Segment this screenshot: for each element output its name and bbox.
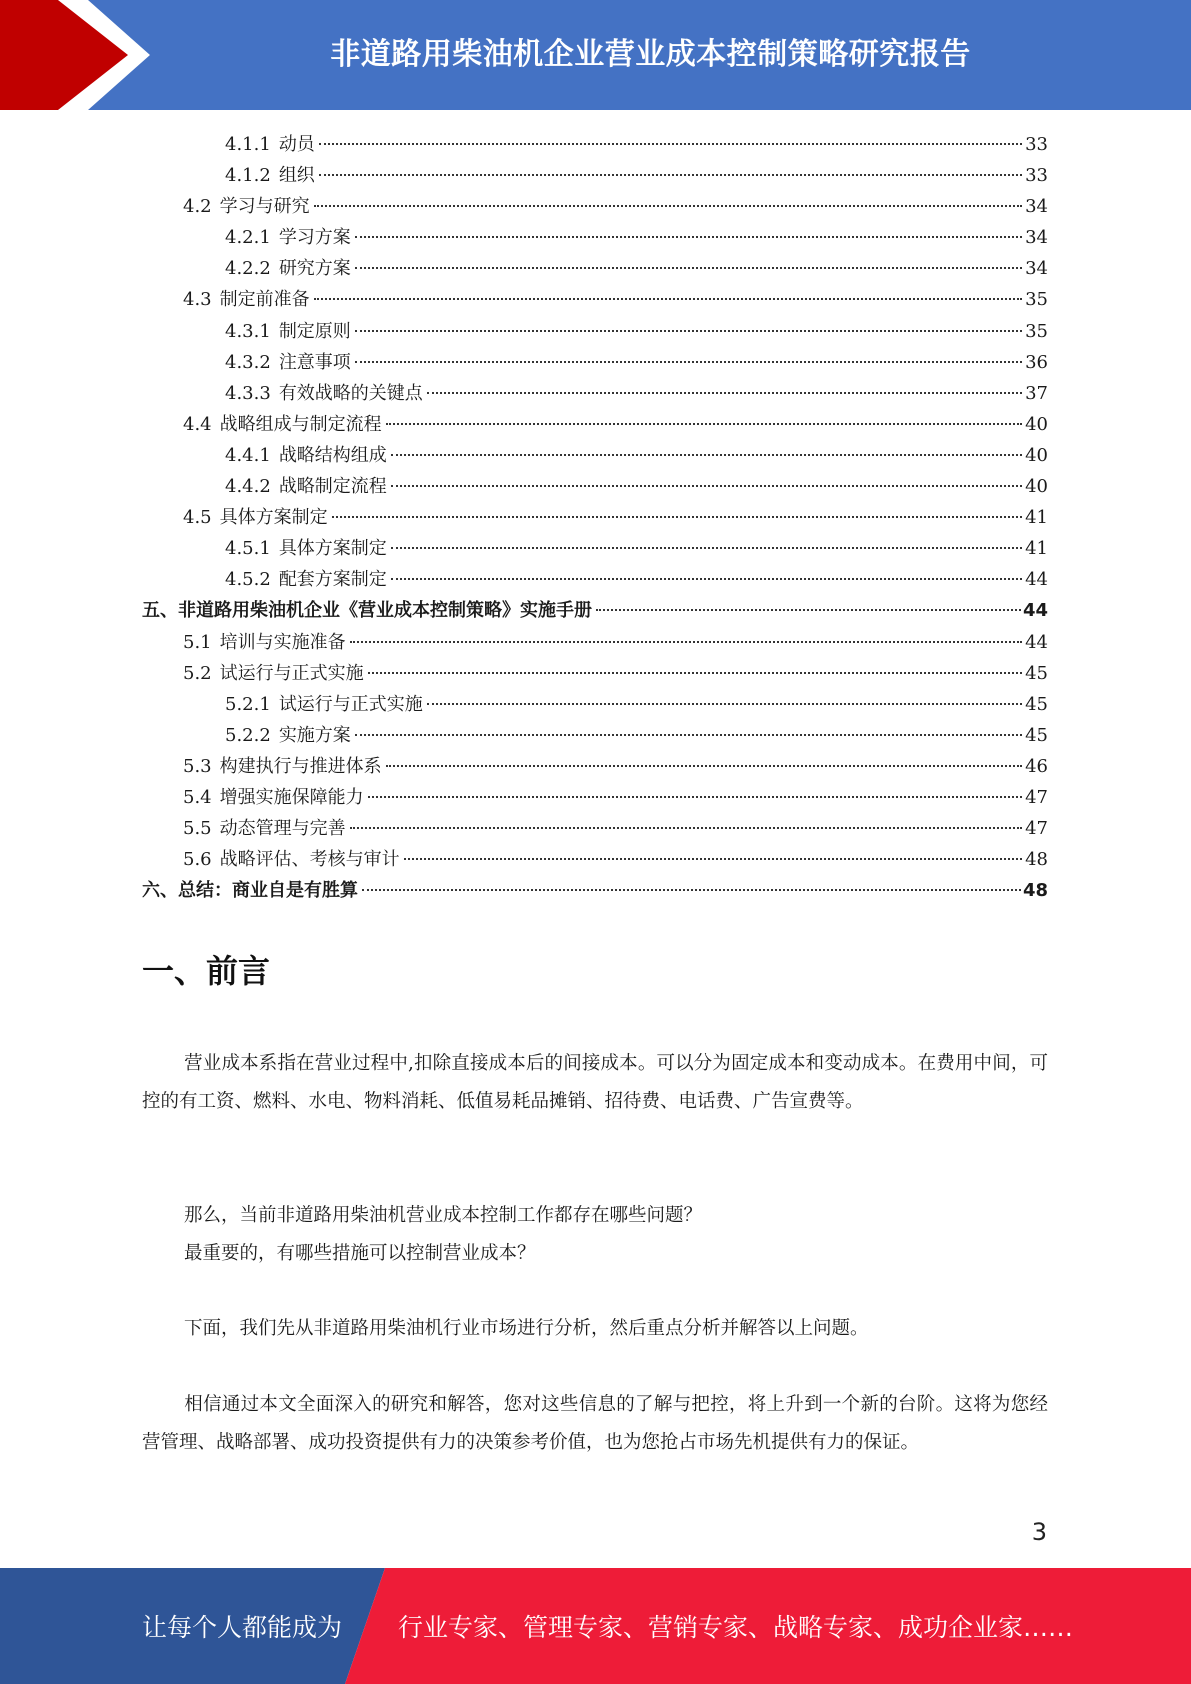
toc-entry-title: 试运行与正式实施 (219, 662, 364, 684)
toc-entry-number: 4.1.2 (225, 165, 271, 187)
table-of-contents (142, 129, 1048, 906)
header-title: 非道路用柴油机企业营业成本控制策略研究报告 (330, 37, 971, 72)
section-title: 一、前言 (142, 952, 271, 990)
toc-entry-title: 学习方案 (278, 227, 351, 249)
toc-entry[interactable] (142, 564, 1048, 595)
toc-entry-page: 47 (1025, 786, 1048, 808)
toc-entry[interactable] (142, 844, 1048, 875)
toc-entry[interactable] (142, 627, 1048, 658)
toc-entry-page: 47 (1025, 818, 1048, 840)
toc-entry-title: 动员 (278, 134, 315, 155)
toc-entry-title: 研究方案 (278, 258, 351, 280)
toc-dot-leader (355, 733, 1022, 736)
toc-entry-page: 45 (1025, 662, 1048, 684)
toc-dot-leader (355, 360, 1022, 363)
toc-entry-page: 45 (1025, 693, 1048, 715)
toc-entry-title: 实施方案 (278, 724, 351, 746)
toc-entry-number: 六、 (142, 880, 178, 902)
toc-entry-title: 总结：商业自是有胜算 (178, 880, 358, 902)
toc-dot-leader (386, 422, 1022, 425)
toc-entry-title: 制定前准备 (219, 289, 310, 311)
toc-entry[interactable] (142, 751, 1048, 782)
toc-entry-title: 战略组成与制定流程 (219, 413, 382, 435)
toc-entry-number: 4.3.1 (225, 320, 271, 342)
paragraph-text: 最重要的，有哪些措施可以控制营业成本？ (184, 1243, 536, 1264)
toc-dot-leader (314, 204, 1022, 207)
toc-entry-page: 48 (1025, 849, 1048, 871)
toc-entry[interactable] (142, 316, 1048, 347)
toc-entry[interactable] (142, 129, 1048, 160)
toc-entry[interactable] (142, 533, 1048, 564)
toc-entry[interactable] (142, 347, 1048, 378)
toc-entry-title: 战略评估、考核与审计 (219, 849, 400, 871)
footer-slogan-left: 让每个人都能成为 (142, 1613, 343, 1642)
toc-entry-page: 41 (1025, 538, 1048, 560)
toc-entry-number: 5.6 (183, 849, 212, 871)
toc-entry-number: 4.5.1 (225, 538, 271, 560)
toc-entry-number: 4.5 (183, 507, 212, 529)
toc-dot-leader (404, 857, 1022, 860)
toc-entry-number: 5.2.1 (225, 693, 271, 715)
toc-entry-page: 44 (1025, 631, 1048, 653)
toc-dot-leader (386, 764, 1022, 767)
toc-entry-page: 40 (1025, 444, 1048, 466)
toc-entry[interactable] (142, 875, 1048, 906)
toc-entry[interactable] (142, 160, 1048, 191)
toc-dot-leader (355, 329, 1022, 332)
toc-entry-title: 培训与实施准备 (219, 631, 346, 653)
toc-entry-title: 增强实施保障能力 (219, 786, 364, 808)
footer-banner (0, 1568, 1191, 1684)
toc-entry-page: 41 (1025, 507, 1048, 529)
toc-entry-page: 35 (1025, 289, 1048, 311)
toc-entry-number: 4.4 (183, 413, 212, 435)
toc-entry[interactable] (142, 502, 1048, 533)
toc-dot-leader (350, 640, 1022, 643)
toc-entry-title: 学习与研究 (219, 196, 310, 218)
toc-entry-number: 5.4 (183, 786, 212, 808)
toc-entry[interactable] (142, 595, 1048, 626)
toc-entry-number: 4.2.2 (225, 258, 271, 280)
toc-entry-page: 34 (1025, 196, 1048, 218)
toc-entry[interactable] (142, 440, 1048, 471)
toc-entry-page: 34 (1025, 258, 1048, 280)
toc-dot-leader (355, 235, 1022, 238)
toc-entry-page: 37 (1025, 382, 1048, 404)
paragraph-text: 相信通过本文全面深入的研究和解答，您对这些信息的了解与把控，将上升到一个新的台阶。这将为您经营管理、战略部署、成功投资提供有力的决策参考价值，也为您抢占市场先机提供有力的保证。 (142, 1394, 1048, 1453)
toc-entry-title: 构建执行与推进体系 (219, 755, 382, 777)
toc-entry-number: 5.3 (183, 755, 212, 777)
toc-entry-title: 具体方案制定 (219, 507, 328, 529)
toc-entry[interactable] (142, 471, 1048, 502)
toc-entry[interactable] (142, 782, 1048, 813)
toc-entry-title: 动态管理与完善 (219, 818, 346, 840)
toc-entry-page: 35 (1025, 320, 1048, 342)
toc-entry[interactable] (142, 222, 1048, 253)
toc-entry-page: 40 (1025, 476, 1048, 498)
toc-dot-leader (332, 515, 1022, 518)
toc-entry-number: 4.4.1 (225, 444, 271, 466)
toc-entry-page: 48 (1022, 880, 1048, 902)
toc-dot-leader (391, 453, 1022, 456)
page-number: 3 (1031, 1518, 1047, 1546)
toc-entry[interactable] (142, 409, 1048, 440)
footer-slogan-right: 行业专家、管理专家、营销专家、战略专家、成功企业家…… (398, 1613, 1074, 1642)
toc-entry[interactable] (142, 720, 1048, 751)
toc-entry-number: 4.2.1 (225, 227, 271, 249)
toc-dot-leader (355, 266, 1022, 269)
toc-entry-title: 注意事项 (278, 351, 351, 373)
toc-entry-page: 34 (1025, 227, 1048, 249)
toc-dot-leader (427, 702, 1022, 705)
toc-entry-title: 配套方案制定 (278, 569, 387, 591)
toc-entry-page: 46 (1025, 755, 1048, 777)
toc-entry-number: 4.3.3 (225, 382, 271, 404)
toc-entry[interactable] (142, 689, 1048, 720)
paragraph-analysis (142, 1310, 1048, 1348)
toc-dot-leader (314, 297, 1022, 300)
toc-entry-number: 4.2 (183, 196, 212, 218)
toc-entry-title: 制定原则 (278, 320, 351, 342)
toc-entry-number: 4.4.2 (225, 476, 271, 498)
toc-entry-number: 4.3.2 (225, 351, 271, 373)
toc-entry-title: 战略结构组成 (278, 444, 387, 466)
toc-entry-title: 非道路用柴油机企业《营业成本控制策略》实施手册 (178, 600, 592, 622)
toc-entry-number: 5.5 (183, 818, 212, 840)
toc-entry-number: 五、 (142, 600, 178, 622)
toc-entry-title: 具体方案制定 (278, 538, 387, 560)
toc-entry-page: 45 (1025, 724, 1048, 746)
toc-entry[interactable] (142, 191, 1048, 222)
toc-entry[interactable] (142, 658, 1048, 689)
paragraph-question-1 (142, 1197, 1048, 1235)
toc-dot-leader (427, 391, 1022, 394)
toc-dot-leader (368, 671, 1022, 674)
toc-entry-title: 有效战略的关键点 (278, 382, 423, 404)
toc-entry[interactable] (142, 284, 1048, 315)
toc-entry-title: 试运行与正式实施 (278, 693, 423, 715)
toc-dot-leader (319, 173, 1022, 176)
toc-dot-leader (596, 608, 1021, 611)
toc-entry-number: 4.5.2 (225, 569, 271, 591)
toc-entry-page: 33 (1025, 134, 1048, 155)
toc-entry-title: 组织 (278, 165, 315, 187)
toc-entry-page: 33 (1025, 165, 1048, 187)
toc-dot-leader (350, 826, 1022, 829)
toc-dot-leader (319, 142, 1022, 145)
toc-entry-number: 5.2.2 (225, 724, 271, 746)
toc-entry[interactable] (142, 253, 1048, 284)
toc-entry-number: 4.3 (183, 289, 212, 311)
paragraph-text: 营业成本系指在营业过程中,扣除直接成本后的间接成本。可以分为固定成本和变动成本。在费用中间，可控的有工资、燃料、水电、物料消耗、低值易耗品摊销、招待费、电话费、广告宣费等。 (142, 1053, 1048, 1112)
toc-entry-number: 4.1.1 (225, 134, 271, 155)
toc-entry-number: 5.2 (183, 662, 212, 684)
paragraph-text: 下面，我们先从非道路用柴油机行业市场进行分析，然后重点分析并解答以上问题。 (184, 1318, 869, 1339)
toc-entry[interactable] (142, 813, 1048, 844)
toc-entry-page: 36 (1025, 351, 1048, 373)
toc-entry[interactable] (142, 378, 1048, 409)
toc-entry-page: 44 (1025, 569, 1048, 591)
toc-dot-leader (391, 484, 1022, 487)
toc-entry-page: 44 (1022, 600, 1048, 622)
toc-dot-leader (368, 795, 1022, 798)
toc-entry-number: 5.1 (183, 631, 212, 653)
paragraph-intro (142, 1045, 1048, 1121)
paragraph-conclusion (142, 1386, 1048, 1462)
toc-entry-title: 战略制定流程 (278, 476, 387, 498)
toc-dot-leader (391, 577, 1022, 580)
paragraph-text: 那么，当前非道路用柴油机营业成本控制工作都存在哪些问题？ (184, 1205, 703, 1226)
header-banner (0, 0, 1191, 110)
toc-dot-leader (391, 546, 1022, 549)
paragraph-question-2 (142, 1235, 1048, 1273)
toc-entry-page: 40 (1025, 413, 1048, 435)
toc-dot-leader (362, 888, 1021, 891)
